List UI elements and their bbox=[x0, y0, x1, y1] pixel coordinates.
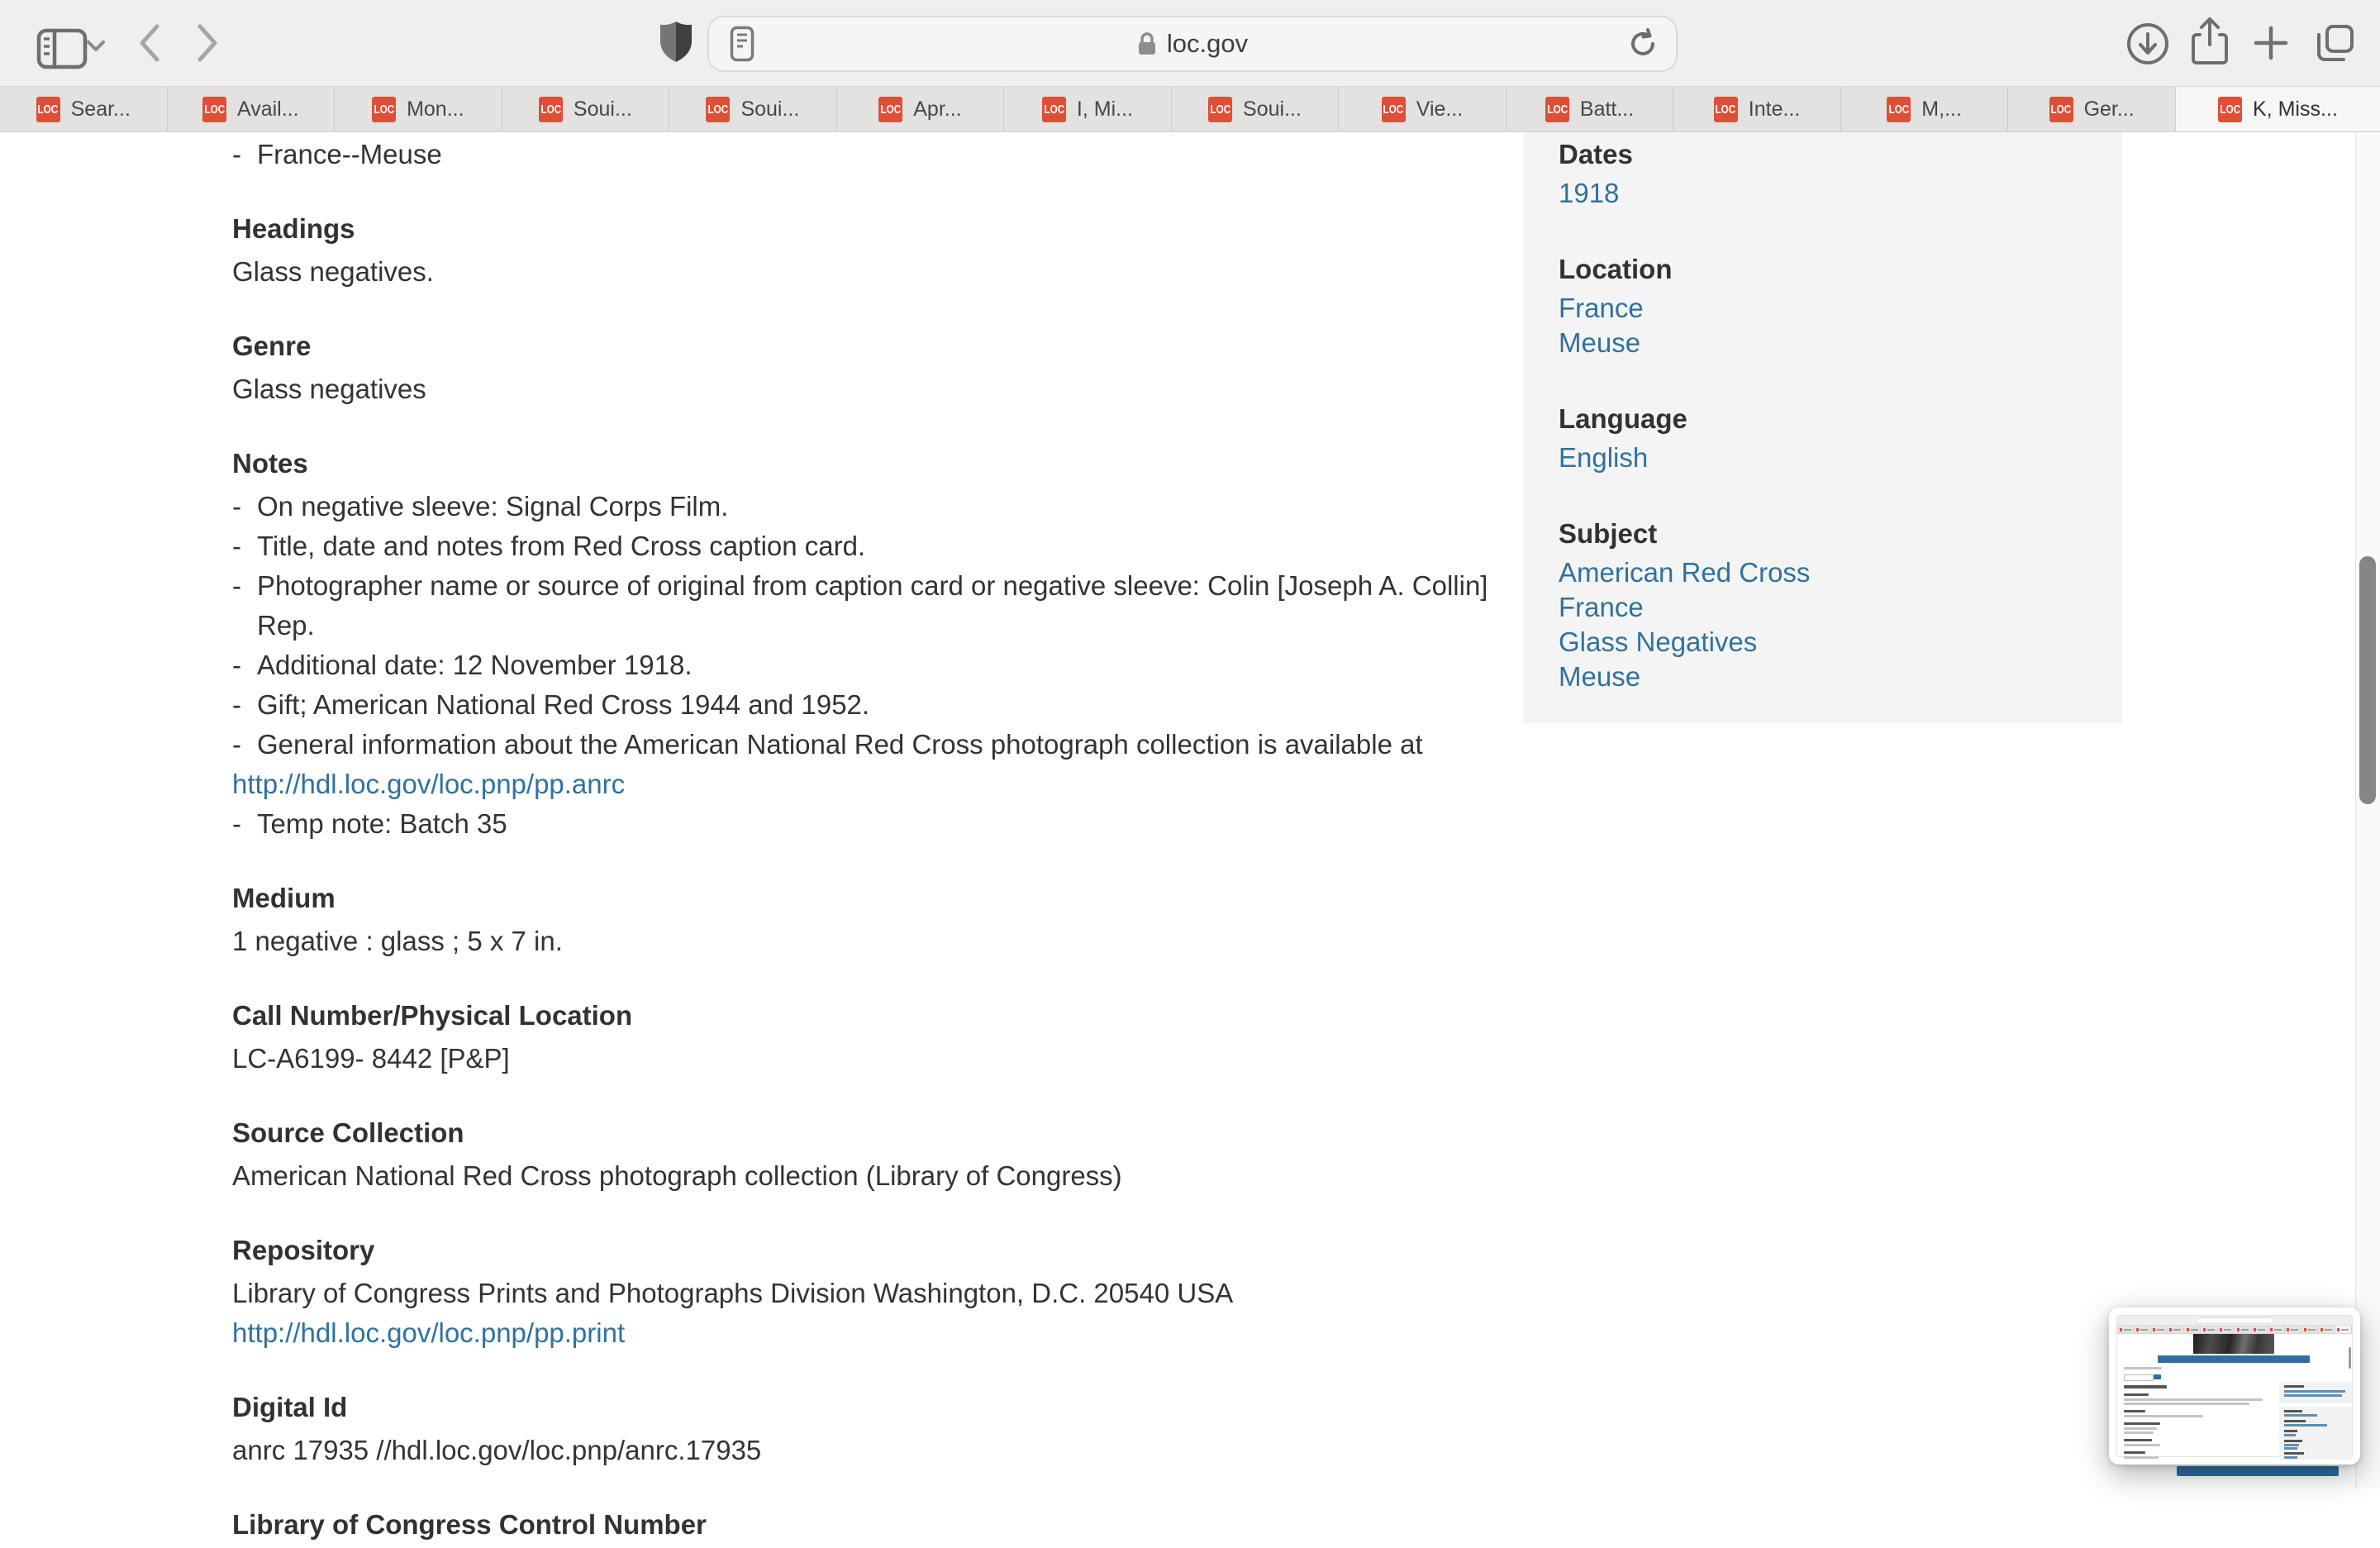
tab-overview-icon[interactable] bbox=[2312, 20, 2359, 66]
tab-label: Soui... bbox=[573, 97, 632, 121]
tab[interactable] bbox=[2008, 87, 2176, 131]
mini-text-line bbox=[2124, 1444, 2160, 1446]
tab[interactable] bbox=[1339, 87, 1507, 131]
section-source-collection bbox=[232, 1113, 1521, 1196]
tab[interactable] bbox=[669, 87, 837, 131]
loc-favicon-icon: LOC bbox=[1208, 97, 1232, 122]
address-bar[interactable] bbox=[707, 16, 1678, 72]
tab-label: Batt... bbox=[1579, 97, 1635, 121]
section-headings bbox=[232, 209, 1521, 292]
section-repository bbox=[232, 1231, 1521, 1353]
repository-link-row bbox=[232, 1313, 1521, 1353]
mini-text-line bbox=[2124, 1403, 2249, 1405]
thumbnail-blue-strip bbox=[2177, 1466, 2339, 1476]
mini-text-line bbox=[2124, 1431, 2154, 1434]
section-title: Medium bbox=[232, 883, 336, 913]
note-item: - On negative sleeve: Signal Corps Film. bbox=[232, 491, 729, 522]
loc-favicon-icon: LOC bbox=[878, 97, 902, 122]
rail-section-title: Location bbox=[1559, 254, 1673, 284]
loc-favicon-icon: LOC bbox=[539, 97, 563, 122]
tab[interactable] bbox=[0, 87, 168, 131]
loc-favicon-icon: LOC bbox=[1042, 97, 1066, 122]
note-item: - Temp note: Batch 35 bbox=[232, 808, 507, 839]
mini-page-preview bbox=[2116, 1315, 2353, 1457]
tab-label: Ger... bbox=[2083, 97, 2135, 121]
rail-section-subject bbox=[1559, 517, 2122, 694]
loc-favicon-icon: LOC bbox=[2049, 97, 2073, 122]
section-value: LC-A6199- 8442 [P&P] bbox=[232, 1043, 510, 1074]
section-call-number bbox=[232, 996, 1521, 1079]
tab-label: Soui... bbox=[740, 97, 800, 121]
section-lccn bbox=[232, 1505, 1521, 1545]
facet-link[interactable]: 1918 bbox=[1559, 178, 1620, 208]
section-title: Library of Congress Control Number bbox=[232, 1509, 707, 1540]
facet-link[interactable]: English bbox=[1559, 442, 1649, 473]
note-item: - Photographer name or source of original from caption card or negative sleeve: Colin [Joseph A. Collin] Rep. bbox=[232, 570, 1488, 641]
facet-link[interactable]: Glass Negatives bbox=[1559, 626, 1758, 657]
facet-link[interactable]: France bbox=[1559, 293, 1644, 323]
tab-label: I, Mi... bbox=[1076, 97, 1133, 121]
loc-favicon-icon: LOC bbox=[202, 97, 226, 122]
loc-favicon-icon: LOC bbox=[36, 97, 60, 122]
tab[interactable] bbox=[335, 87, 502, 131]
facet-link[interactable]: Meuse bbox=[1559, 327, 1641, 358]
rail-section-dates bbox=[1559, 137, 2122, 211]
section-value: American National Red Cross photograph collection (Library of Congress) bbox=[232, 1160, 1122, 1191]
mini-text-line bbox=[2124, 1456, 2159, 1459]
loc-favicon-icon: LOC bbox=[2218, 97, 2242, 122]
tab-strip bbox=[0, 86, 2380, 132]
loc-favicon-icon: LOC bbox=[1887, 97, 1911, 122]
sidebar-chevron-down-icon[interactable] bbox=[86, 40, 106, 53]
anrc-collection-link[interactable]: http://hdl.loc.gov/loc.pnp/pp.anrc bbox=[232, 769, 626, 799]
tab-label: M,... bbox=[1921, 97, 1962, 121]
mini-text-line bbox=[2124, 1427, 2157, 1430]
item-record bbox=[232, 132, 1521, 1548]
section-value: anrc 17935 //hdl.loc.gov/loc.pnp/anrc.17935 bbox=[232, 1435, 762, 1465]
tab[interactable] bbox=[1004, 87, 1172, 131]
mini-tab bbox=[2151, 1326, 2168, 1333]
mini-scrollbar bbox=[2349, 1347, 2351, 1369]
section-medium bbox=[232, 879, 1521, 961]
tab[interactable] bbox=[1673, 87, 1841, 131]
tab-label: Inte... bbox=[1748, 97, 1801, 121]
mini-text-line bbox=[2124, 1393, 2149, 1396]
scrollbar-track[interactable] bbox=[2355, 132, 2380, 1488]
mini-text-line bbox=[2124, 1367, 2162, 1369]
section-value: 1 negative : glass ; 5 x 7 in. bbox=[232, 926, 563, 956]
cut-list-item: - France--Meuse bbox=[232, 139, 442, 169]
mini-tab bbox=[2335, 1326, 2352, 1333]
mini-text-line bbox=[2124, 1422, 2160, 1425]
mini-tab bbox=[2301, 1326, 2318, 1333]
mini-photo bbox=[2193, 1334, 2274, 1354]
mini-tab bbox=[2201, 1326, 2217, 1333]
loc-favicon-icon: LOC bbox=[1714, 97, 1738, 122]
loc-favicon-icon: LOC bbox=[1382, 97, 1406, 122]
pp-print-link[interactable]: http://hdl.loc.gov/loc.pnp/pp.print bbox=[232, 1317, 626, 1348]
mini-rail-box bbox=[2279, 1382, 2352, 1403]
mini-text-line bbox=[2124, 1410, 2145, 1412]
tab[interactable] bbox=[502, 87, 670, 131]
tab-label: Avail... bbox=[237, 97, 299, 121]
lock-icon bbox=[1137, 31, 1157, 56]
section-title: Genre bbox=[232, 331, 312, 361]
mini-tab bbox=[2134, 1326, 2150, 1333]
mini-rail-box bbox=[2279, 1407, 2352, 1460]
back-button[interactable] bbox=[136, 21, 164, 64]
note-item: - Title, date and notes from Red Cross caption card. bbox=[232, 531, 866, 561]
mini-text-line bbox=[2124, 1439, 2152, 1441]
mini-tab bbox=[2318, 1326, 2335, 1333]
tab[interactable] bbox=[1841, 87, 2009, 131]
mini-tab bbox=[2235, 1326, 2251, 1333]
rail-section-title: Dates bbox=[1559, 139, 1633, 169]
mini-page-body bbox=[2117, 1334, 2352, 1456]
loc-favicon-icon: LOC bbox=[706, 97, 730, 122]
page-content bbox=[0, 132, 2380, 1540]
section-value: Glass negatives bbox=[232, 374, 426, 404]
note-item: - Additional date: 12 November 1918. bbox=[232, 650, 693, 680]
section-title: Headings bbox=[232, 213, 355, 244]
loc-favicon-icon: LOC bbox=[1545, 97, 1569, 122]
tab-label: Mon... bbox=[407, 97, 464, 121]
section-title: Source Collection bbox=[232, 1117, 464, 1148]
tab-label: Soui... bbox=[1243, 97, 1302, 121]
tab-label: Apr... bbox=[913, 97, 962, 121]
facet-link[interactable]: American Red Cross bbox=[1559, 557, 1811, 588]
facet-link[interactable]: France bbox=[1559, 592, 1644, 622]
scrollbar-thumb[interactable] bbox=[2359, 556, 2376, 804]
mini-tab bbox=[2251, 1326, 2268, 1333]
rail-section-language bbox=[1559, 402, 2122, 475]
new-tab-icon[interactable] bbox=[2253, 25, 2289, 61]
share-icon[interactable] bbox=[2188, 17, 2231, 68]
section-genre bbox=[232, 326, 1521, 409]
mini-tab bbox=[2268, 1326, 2285, 1333]
tab[interactable] bbox=[1507, 87, 1674, 131]
section-value: Library of Congress Prints and Photographs Division Washington, D.C. 20540 USA bbox=[232, 1278, 1234, 1308]
rail-section-title: Language bbox=[1559, 403, 1687, 434]
tab-label: Sear... bbox=[70, 97, 131, 121]
tab[interactable] bbox=[1172, 87, 1340, 131]
forward-button[interactable] bbox=[193, 21, 221, 64]
shield-icon[interactable] bbox=[656, 19, 696, 67]
mini-text-line bbox=[2124, 1415, 2203, 1417]
mini-tab bbox=[2184, 1326, 2201, 1333]
mini-tab bbox=[2168, 1326, 2184, 1333]
section-title: Digital Id bbox=[232, 1392, 348, 1422]
mini-tab bbox=[2285, 1326, 2301, 1333]
mini-tab bbox=[2218, 1326, 2235, 1333]
tab-label: K, Miss... bbox=[2253, 97, 2338, 121]
section-title: Notes bbox=[232, 448, 308, 479]
mini-text-line bbox=[2124, 1385, 2167, 1388]
section-digital-id bbox=[232, 1388, 1521, 1470]
tab[interactable] bbox=[168, 87, 336, 131]
loc-favicon-icon: LOC bbox=[372, 97, 396, 122]
note-link-row bbox=[232, 764, 1521, 804]
mini-text-line bbox=[2124, 1374, 2154, 1381]
mini-tabstrip bbox=[2117, 1326, 2352, 1334]
browser-toolbar bbox=[0, 0, 2380, 86]
tab[interactable] bbox=[837, 87, 1005, 131]
tab-label: Vie... bbox=[1416, 97, 1464, 121]
mini-urlbar bbox=[2196, 1317, 2273, 1324]
mini-text-line bbox=[2124, 1398, 2263, 1401]
tab[interactable] bbox=[2176, 87, 2380, 131]
mini-toolbar bbox=[2117, 1316, 2352, 1326]
sidebar-toggle-icon[interactable] bbox=[36, 28, 88, 69]
section-value: Glass negatives. bbox=[232, 256, 434, 287]
rail-section-location bbox=[1559, 252, 2122, 360]
screenshot-thumbnail[interactable] bbox=[2109, 1307, 2360, 1465]
mini-enlarge-button bbox=[2158, 1355, 2310, 1363]
mini-text-line bbox=[2154, 1374, 2161, 1379]
section-title: Call Number/Physical Location bbox=[232, 1000, 633, 1031]
section-title: Repository bbox=[232, 1235, 375, 1265]
downloads-icon[interactable] bbox=[2125, 21, 2170, 66]
url-text: loc.gov bbox=[1166, 29, 1249, 58]
reload-icon[interactable] bbox=[1628, 28, 1658, 60]
rail-section-title: Subject bbox=[1559, 518, 1658, 549]
facet-link[interactable]: Meuse bbox=[1559, 661, 1641, 692]
item-facets-rail bbox=[1523, 132, 2122, 723]
mini-tab bbox=[2117, 1326, 2134, 1333]
mini-text-line bbox=[2124, 1451, 2145, 1454]
note-item: - General information about the American National Red Cross photograph collection is available at bbox=[232, 729, 1423, 760]
section-notes bbox=[232, 444, 1521, 844]
reader-icon[interactable] bbox=[730, 26, 754, 62]
note-item: - Gift; American National Red Cross 1944 and 1952. bbox=[232, 689, 870, 720]
